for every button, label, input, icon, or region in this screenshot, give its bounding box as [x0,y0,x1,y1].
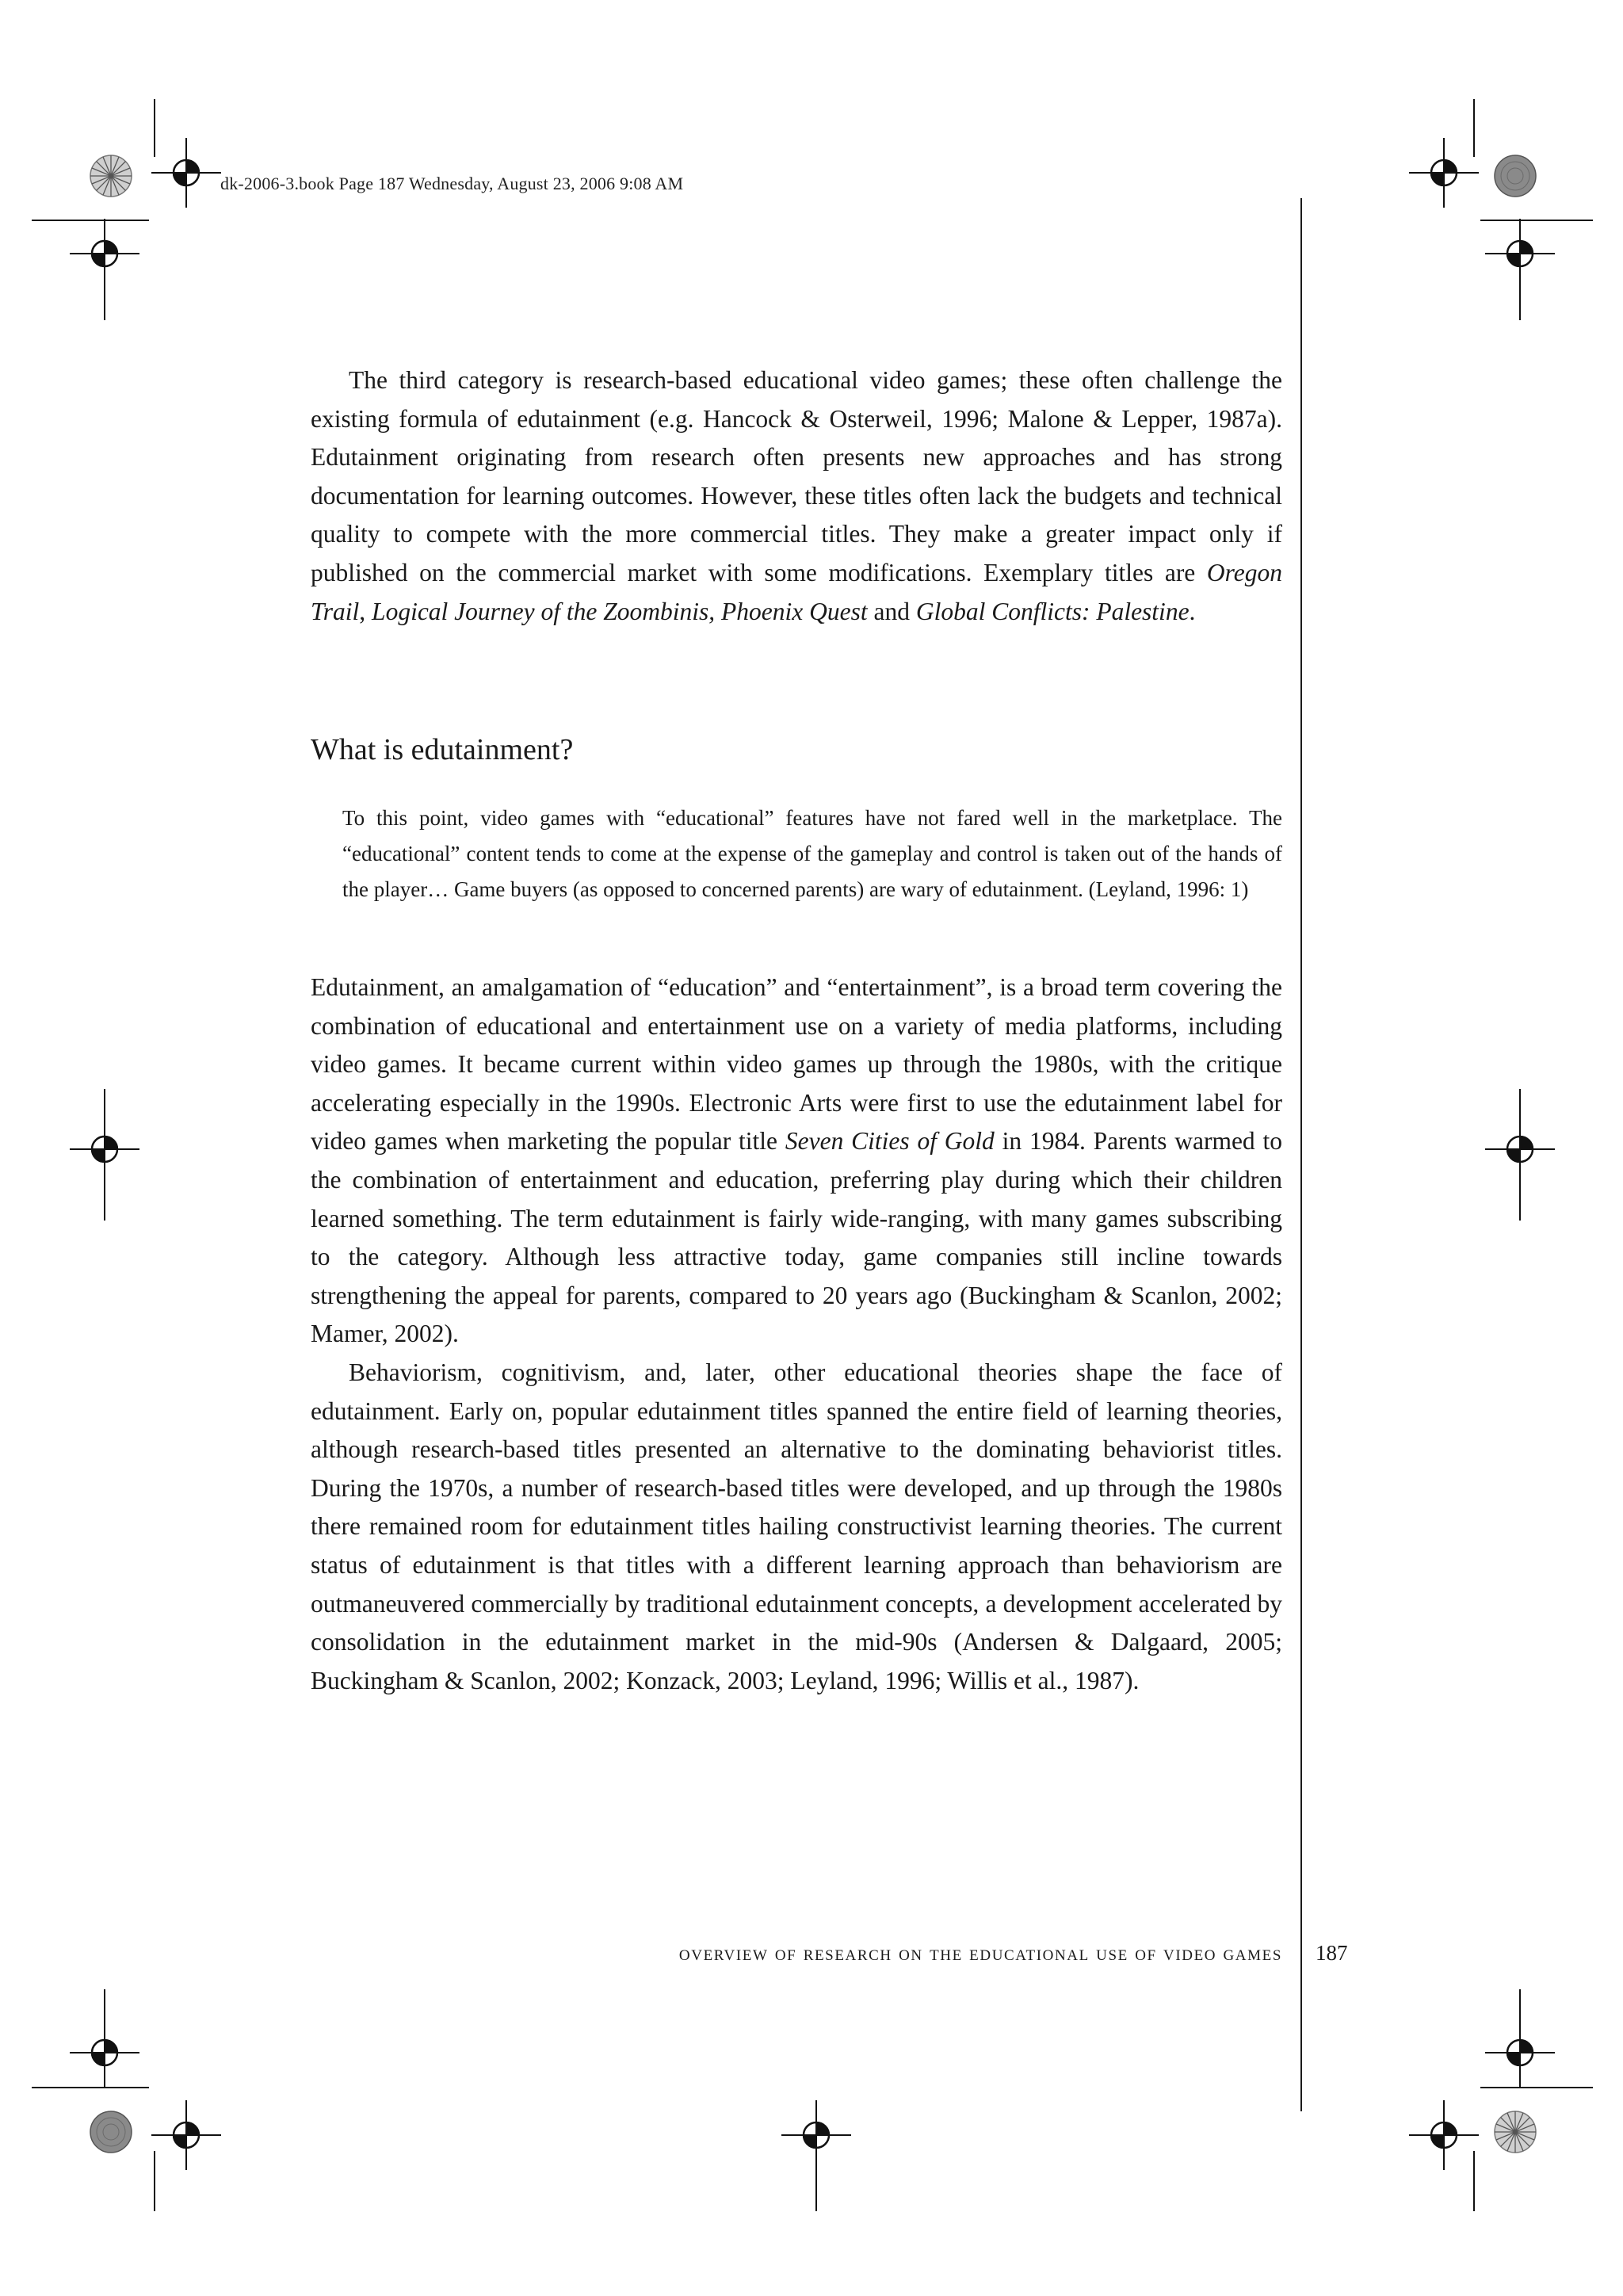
paragraph-text: Edutainment, an amalgamation of “education” and “entertainment”, is a broad term covering the combination of educational and entertainment use on a variety of media platforms, including video games. It became current within video games up through the 1980s, with the critique accelerating especially in the 1990s. Electronic Arts were first to use the edutainment label for video games when marketing the popular title [311,973,1282,1156]
slug-line: dk-2006-3.book Page 187 Wednesday, August 23, 2006 9:08 AM [220,174,684,193]
paragraph-text: in 1984. Parents warmed to the combination of entertainment and education, preferring play during which their children learned something. The term edutainment is fairly wide-ranging, with many games subscribing to the category. Although less attractive today, game companies still incline towards strengthening the appeal for parents, compared to 20 years ago (Buckingham & Scanlon, 2002; Mamer, 2002). [311,1127,1283,1348]
game-title: Oregon Trail [311,558,1282,625]
margin-rule [1300,198,1302,2111]
quote-text: To this point, video games with “educational” features have not fared well in the marketplace. The “educational” content tends to come at the expense of the gameplay and control is taken out of the hands of the player… Game buyers (as opposed to concerned parents) are wary of edutainment. (Leyland, 1996: 1) [342,806,1282,901]
body-section [311,968,1282,1700]
body-paragraph-1 [311,361,1282,631]
paragraph-text: , [359,597,372,625]
body-paragraph-3: Behaviorism, cognitivism, and, later, other educational theories shape the face of edutainment. Early on, popular edutainment titles spanned the entire field of learning theories, although research-based titles presented an alternative to the dominating behaviorist titles. During the 1970s, a number of research-based titles were developed, and up through the 1980s there remained room for edutainment titles hailing constructivist learning theories. The current status of edutainment is that titles with a different learning approach than behaviorism are outmaneuvered commercially by traditional edutainment concepts, a development accelerated by consolidation in the edutainment market in the mid-90s (Andersen & Dalgaard, 2005; Buckingham & Scanlon, 2002; Konzack, 2003; Leyland, 1996; Willis et al., 1987). [311,1358,1282,1694]
block-quote [342,800,1282,907]
paragraph-text: . [1189,597,1196,625]
game-title: Global Conflicts: Palestine [915,597,1190,625]
game-title: Logical Journey of the Zoombinis, Phoenix Quest [372,597,868,625]
page-number: 187 [1316,1941,1348,1965]
game-title: Seven Cities of Gold [785,1127,995,1156]
paragraph-text: The third category is research-based educational video games; these often challenge the existing formula of edutainment (e.g. Hancock & Osterweil, 1996; Malone & Lepper, 1987a). Edutainment originating from research often presents new approaches and has strong documentation for learning outcomes. However, these titles often lack the budgets and technical quality to compete with the more commercial titles. They make a greater impact only if published on the commercial market with some modifications. Exemplary titles are [311,366,1282,586]
body-paragraph-2 [311,968,1282,1354]
running-footer: overview of research on the educational use of video games [678,1941,1282,1965]
paragraph-text: and [867,597,916,625]
section-heading: What is edutainment? [311,733,574,766]
